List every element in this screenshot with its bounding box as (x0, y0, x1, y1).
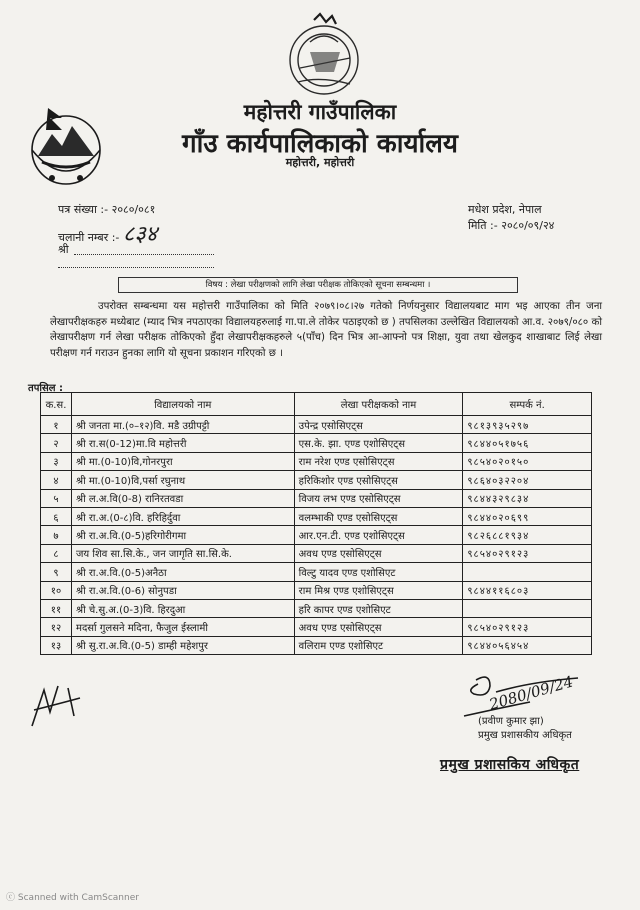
row-auditor: राम मिश्र एण्ड एशोसिएट्स (294, 581, 463, 599)
office-location: महोत्तरी, महोत्तरी (285, 156, 355, 169)
table-row (41, 544, 592, 562)
header-school: विद्यालयको नाम (71, 393, 294, 416)
letter-date (468, 218, 554, 233)
row-auditor: विल्टु यादव एण्ड एशोसिएट (294, 563, 463, 581)
signatory-name: (प्रवीण कुमार झा) (478, 716, 544, 727)
row-school: श्री रा.अ.(0-८)वि. हरिहिर्दुवा (71, 507, 294, 525)
province: मधेश प्रदेश, नेपाल (468, 203, 542, 216)
row-sn: ६ (41, 507, 72, 525)
table-row (41, 563, 592, 581)
row-sn: ९ (41, 563, 72, 581)
scanner-watermark (6, 890, 139, 903)
table-header-row (41, 393, 592, 416)
office-name: गाँउ कार्यपालिकाको कार्यालय (182, 129, 458, 159)
row-auditor: एस.के. झा. एण्ड एशोसिएट्स (294, 434, 463, 452)
row-contact: ९८५४०२९१२३ (463, 618, 592, 636)
signature-date: 2080/09/24 (487, 672, 576, 714)
row-school: श्री रा.स(0-12)मा.वि महोत्तरी (71, 434, 294, 452)
header-auditor: लेखा परीक्षकको नाम (294, 393, 463, 416)
auditor-table (40, 392, 592, 655)
row-contact (463, 599, 592, 617)
initial-signature-icon (28, 682, 86, 730)
row-contact (463, 563, 592, 581)
row-sn: ७ (41, 526, 72, 544)
recipient-dotline (74, 254, 214, 255)
row-auditor: वलम्भाकी एण्ड एसोसिएट्स (294, 507, 463, 525)
circular-seal-icon (280, 12, 368, 104)
table-row (41, 581, 592, 599)
subject-box: विषय : लेखा परीक्षणको लागि लेखा परीक्षक तोकिएको सूचना सम्बन्धमा । (118, 277, 518, 293)
recipient-line (58, 242, 69, 257)
chalani-number (58, 218, 157, 248)
row-contact: ९८१३९३५२९७ (463, 416, 592, 434)
row-contact: ९८६४०३२२०४ (463, 471, 592, 489)
tapsil-label: तपसिल : (28, 383, 63, 394)
row-school: श्री मा.(0-10)वि,पर्सा रघुनाथ (71, 471, 294, 489)
row-sn: ५ (41, 489, 72, 507)
municipality-name: महोत्तरी गाउँपालिका (243, 100, 397, 124)
row-contact: ९८४४३२९८३४ (463, 489, 592, 507)
table-row (41, 416, 592, 434)
row-sn: १३ (41, 636, 72, 654)
row-sn: २ (41, 434, 72, 452)
patra-sankhya-value: २०८०/०८१ (111, 203, 156, 216)
table-row (41, 618, 592, 636)
row-sn: ४ (41, 471, 72, 489)
row-school: जय शिव सा.सि.के., जन जागृति सा.सि.के. (71, 544, 294, 562)
row-auditor: हरिकिशोर एण्ड एसोसिएट्स (294, 471, 463, 489)
scanner-text: Scanned with CamScanner (17, 893, 139, 903)
row-school: श्री रा.अ.वि.(0-5)अनैठा (71, 563, 294, 581)
table-row (41, 599, 592, 617)
row-school: मदर्सा गुलसने मदिना, फैजुल ईस्लामी (71, 618, 294, 636)
signatory-title: प्रमुख प्रशासकीय अधिकृत (478, 730, 572, 741)
row-auditor: वलिराम एण्ड एशोसिएट (294, 636, 463, 654)
patra-sankhya (58, 202, 155, 217)
patra-sankhya-label: पत्र संख्या :- (58, 203, 109, 216)
row-school: श्री चे.सु.अ.(0-3)वि. हिरदुआ (71, 599, 294, 617)
camscanner-icon: ⓒ (6, 893, 16, 903)
row-auditor: विजय लभ एण्ड एसोसिएट्स (294, 489, 463, 507)
header-contact: सम्पर्क नं. (463, 393, 592, 416)
row-contact: ९८५४०२९१२३ (463, 544, 592, 562)
recipient-dotline-2 (58, 267, 214, 268)
row-auditor: हरि कापर एण्ड एशोसिएट (294, 599, 463, 617)
chalani-label: चलानी नम्बर :- (58, 231, 120, 244)
row-sn: ३ (41, 452, 72, 470)
row-school: श्री मा.(0-10)वि,गोनरपुरा (71, 452, 294, 470)
row-contact: ९८५४०२०१५० (463, 452, 592, 470)
date-label: मिति :- (468, 219, 498, 232)
row-contact: ९८४४०२०६९९ (463, 507, 592, 525)
row-contact: ९८४४०५६४५४ (463, 636, 592, 654)
row-sn: १२ (41, 618, 72, 636)
row-sn: ८ (41, 544, 72, 562)
row-contact: ९८४४११६८०३ (463, 581, 592, 599)
table-row (41, 471, 592, 489)
header-sn: क.स. (41, 393, 72, 416)
row-sn: १ (41, 416, 72, 434)
row-sn: १० (41, 581, 72, 599)
body-paragraph: उपरोक्त सम्बन्धमा यस महोत्तरी गाउँपालिका को मिति २०७९।०८।२७ गतेको निर्णयनुसार विद्यालयबाट माग भइ आएका तीन जना लेखापरीक्षकहरु मध्येबाट (म्याद भित्र नपठाएका विद्यालयहरुलाई गा.पा.ले तोकेर पठाइएको छ ) तपसिलका उल्लेखित विद्यालयको आ.व. २०७९/०८० को लेखापरीक्षण गर्न लेखा परीक्षक तोकिएको हुँदा लेखापरीक्षकहरुले ५(पाँच) दिन भित्र आ-आफ्नो पत्र शिक्षा, युवा तथा खेलकुद शाखाबाट लिई लेखा परीक्षण गर्न गराउन हुनका लागि यो सूचना प्रकाशन गरिएको छ । (50, 301, 602, 359)
row-auditor: राम नरेश एण्ड एसोसिएट्स (294, 452, 463, 470)
table-row (41, 526, 592, 544)
row-sn: ११ (41, 599, 72, 617)
row-school: श्री सु.रा.अ.वि.(0-5) डाम्ही महेशपुर (71, 636, 294, 654)
table-row (41, 636, 592, 654)
row-contact: ९८४४०५१७५६ (463, 434, 592, 452)
row-auditor: आर.एन.टी. एण्ड एशोसिएट्स (294, 526, 463, 544)
table-row (41, 452, 592, 470)
row-auditor: अवध एण्ड एसोसिएट्स (294, 618, 463, 636)
table-row (41, 507, 592, 525)
shree-label: श्री (58, 243, 69, 256)
row-school: श्री रा.अ.वि.(0-5)हरिगोरीगमा (71, 526, 294, 544)
row-school: श्री रा.अ.वि.(0-6) सोनुपडा (71, 581, 294, 599)
table-row (41, 489, 592, 507)
row-auditor: उपेन्द्र एसोसिएट्स (294, 416, 463, 434)
chalani-value: ८३४ (122, 222, 158, 247)
officer-stamp: प्रमुख प्रशासकिय अधिकृत (440, 757, 580, 773)
row-school: श्री ल.अ.वि(0-8) रानिरतवडा (71, 489, 294, 507)
row-school: श्री जनता मा.(०–१२)वि. मडै उग्रीपट्टी (71, 416, 294, 434)
table-row (41, 434, 592, 452)
row-contact: ९८२६८८१९३४ (463, 526, 592, 544)
row-auditor: अवध एण्ड एसोसिएट्स (294, 544, 463, 562)
date-value: २०८०/०९/२४ (501, 219, 555, 232)
